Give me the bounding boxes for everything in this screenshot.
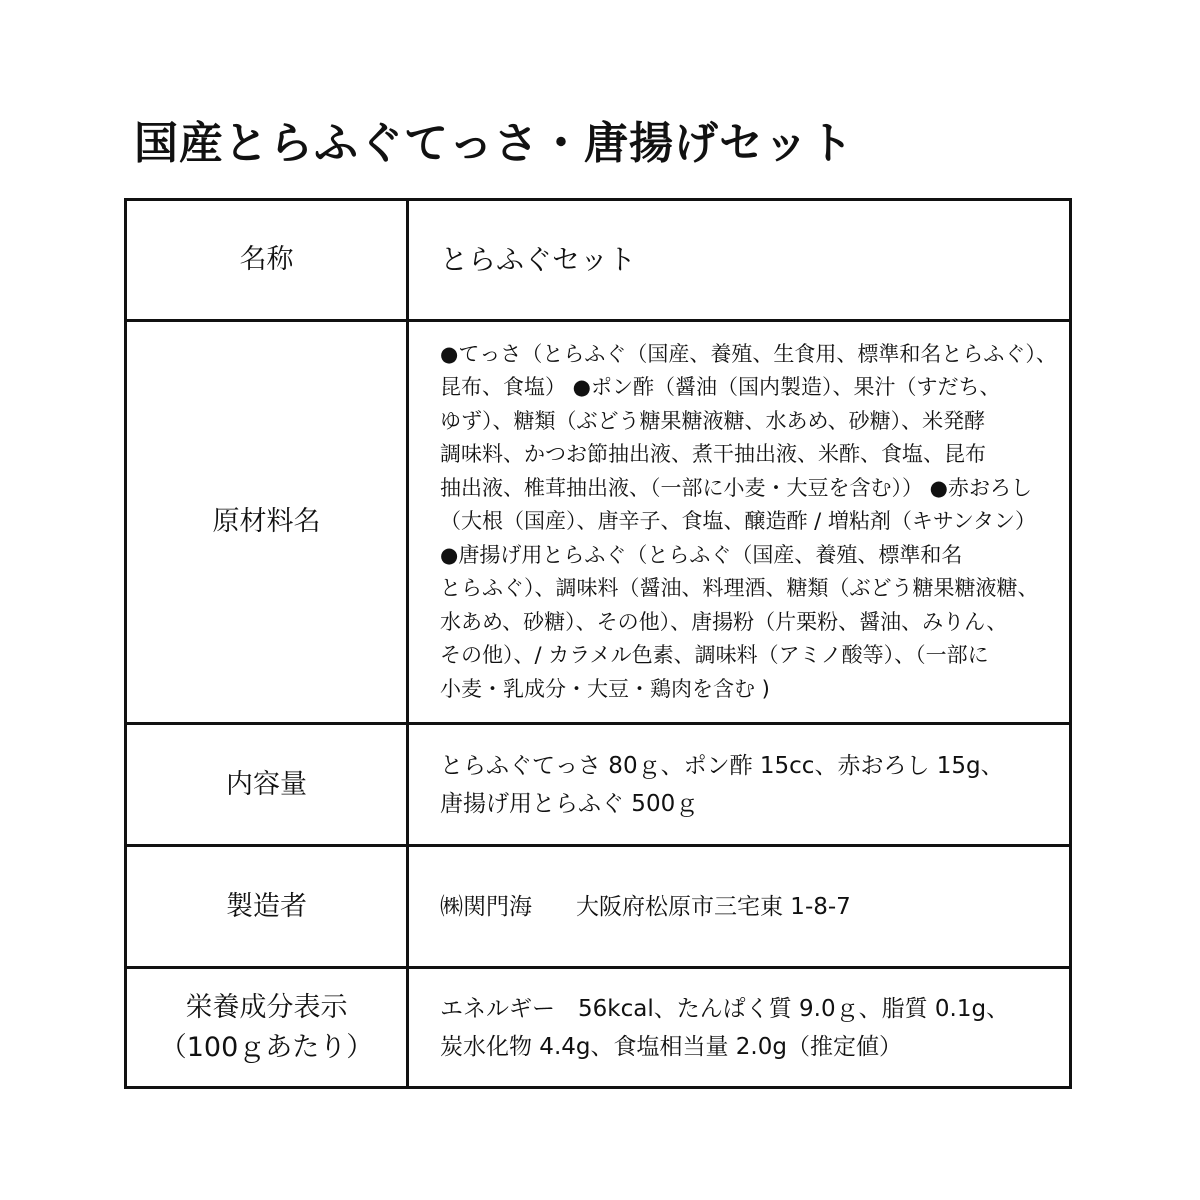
label-nutrition-basis: （100ｇあたり） bbox=[159, 1031, 374, 1063]
ingredients-line: ゆず）、糖類（ぶどう糖果糖液糖、水あめ、砂糖）、米発酵 bbox=[440, 408, 986, 433]
table-row-maker bbox=[126, 846, 1071, 968]
ingredients-line: ●てっさ（とらふぐ（国産、養殖、生食用、標準和名とらふぐ）、 bbox=[440, 341, 1057, 366]
table-row-name bbox=[126, 200, 1071, 321]
nutrition-line: エネルギー 56kcal、たんぱく質 9.0ｇ、脂質 0.1g、 bbox=[440, 995, 1010, 1022]
ingredients-line: 昆布、食塩） ●ポン酢（醤油（国内製造）、果汁（すだち、 bbox=[440, 375, 1001, 400]
ingredients-line: 小麦・乳成分・大豆・鶏肉を含む ) bbox=[440, 676, 770, 701]
contents-line: 唐揚げ用とらふぐ 500ｇ bbox=[440, 790, 699, 817]
label-contents bbox=[126, 724, 408, 846]
label-contents-text: 内容量 bbox=[226, 768, 307, 800]
contents-line: とらふぐてっさ 80ｇ、ポン酢 15cc、赤おろし 15g、 bbox=[440, 752, 1004, 779]
nutrition-value bbox=[440, 990, 1055, 1066]
ingredients-line: 水あめ、砂糖）、その他）、唐揚粉（片栗粉、醤油、みりん、 bbox=[440, 609, 1008, 634]
table-row-contents bbox=[126, 724, 1071, 846]
ingredients-line: 抽出液、椎茸抽出液、（一部に小麦・大豆を含む）） ●赤おろし bbox=[440, 475, 1032, 500]
table-row-nutrition bbox=[126, 968, 1071, 1088]
ingredients-line: その他）、/ カラメル色素、調味料（アミノ酸等）、（一部に bbox=[440, 643, 989, 668]
value-ingredients bbox=[408, 321, 1071, 724]
page-title: 国産とらふぐてっさ・唐揚げセット bbox=[134, 118, 854, 169]
ingredients-line: 調味料、かつお節抽出液、煮干抽出液、米酢、食塩、昆布 bbox=[440, 442, 986, 467]
value-maker bbox=[408, 846, 1071, 968]
label-ingredients bbox=[126, 321, 408, 724]
label-nutrition-title: 栄養成分表示 bbox=[185, 991, 348, 1023]
label-ingredients-text: 原材料名 bbox=[212, 506, 321, 537]
label-maker-text: 製造者 bbox=[226, 890, 307, 922]
value-name bbox=[408, 200, 1071, 321]
food-label-table bbox=[124, 198, 1072, 1089]
ingredients-line: ●唐揚げ用とらふぐ（とらふぐ（国産、養殖、標準和名 bbox=[440, 542, 963, 567]
maker-value bbox=[440, 888, 1055, 926]
label-nutrition bbox=[126, 968, 408, 1088]
nutrition-line: 炭水化物 4.4g、食塩相当量 2.0g（推定値） bbox=[440, 1033, 902, 1060]
label-name bbox=[126, 200, 408, 321]
maker-address: 大阪府松原市三宅東 1-8-7 bbox=[576, 893, 851, 920]
table-row-ingredients bbox=[126, 321, 1071, 724]
contents-value bbox=[440, 747, 1055, 823]
ingredients-line: （大根（国産）、唐辛子、食塩、醸造酢 / 増粘剤（キサンタン） bbox=[440, 509, 1037, 534]
value-contents bbox=[408, 724, 1071, 846]
product-name-value: とらふぐセット bbox=[440, 243, 637, 276]
label-name-text: 名称 bbox=[239, 244, 294, 275]
label-maker bbox=[126, 846, 408, 968]
maker-company: ㈱関門海 bbox=[440, 893, 532, 920]
value-nutrition bbox=[408, 968, 1071, 1088]
ingredients-line: とらふぐ）、調味料（醤油、料理酒、糖類（ぶどう糖果糖液糖、 bbox=[440, 576, 1039, 601]
ingredients-list bbox=[440, 338, 1055, 707]
